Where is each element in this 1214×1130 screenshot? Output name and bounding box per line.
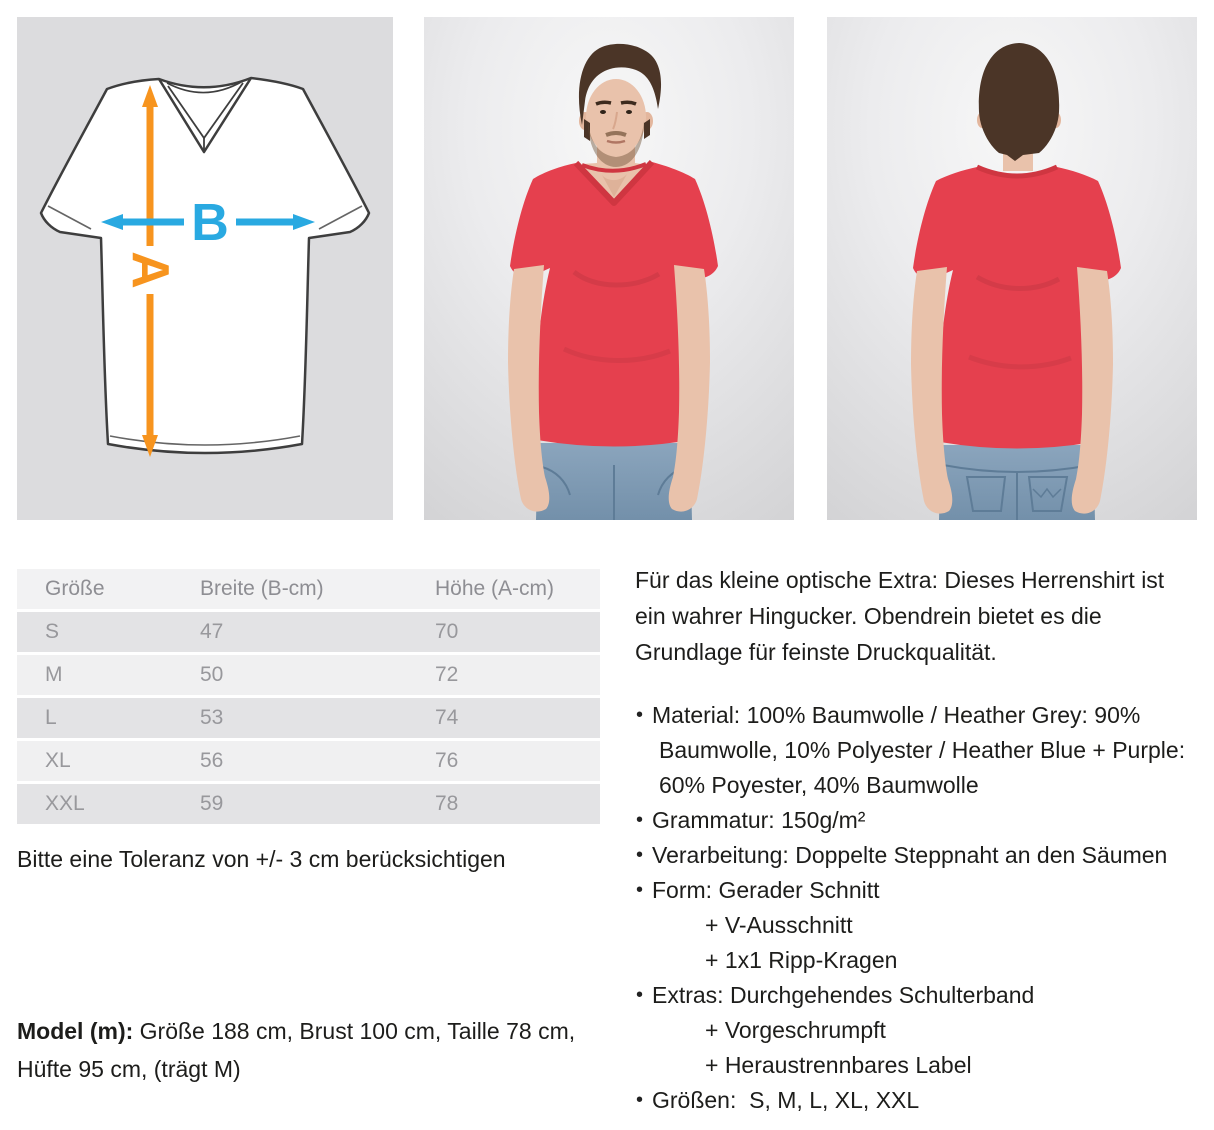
mustache [606,133,626,135]
bullet-extras: • Extras: Durchgehendes Schulterband [635,978,1213,1013]
bullet-grammatur: • Grammatur: 150g/m² [635,803,1213,838]
right-eye [626,110,632,114]
table-row [17,655,600,695]
model-info-line1 [17,1012,575,1050]
product-photo-back [827,17,1197,520]
model-info [17,1012,575,1088]
intro-line: ein wahrer Hingucker. Obendrein bietet es die [635,603,1102,629]
bullet-form-sub: + 1x1 Ripp-Kragen [705,947,898,973]
size-cell: XXL [45,792,85,815]
product-photo-front [424,17,794,520]
table-row [17,698,600,738]
left-eye [600,110,606,114]
size-table [17,566,600,827]
bullet-form: • Form: Gerader Schnitt [635,873,1213,908]
bullet-verarbeitung: • Verarbeitung: Doppelte Steppnaht an den Säumen [635,838,1213,873]
bullet-icon: • [636,984,644,1006]
hoehe-cell: 78 [435,792,459,815]
bullet-icon: • [636,844,644,866]
size-cell: L [45,706,57,729]
breite-cell: 53 [200,706,224,729]
bullet-extras-sub: + Vorgeschrumpft [705,1017,886,1043]
col-header-groesse: Größe [45,577,105,600]
breite-cell: 59 [200,792,224,815]
model-info-line2: Hüfte 95 cm, (trägt M) [17,1056,241,1082]
col-header-hoehe: Höhe (A-cm) [435,577,555,600]
hoehe-cell: 74 [435,706,459,729]
bullet-icon: • [636,704,644,726]
hoehe-cell: 72 [435,663,459,686]
model-label: Model (m): [17,1018,134,1044]
bullet-material: • Material: 100% Baumwolle / Heather Grey: 90% [635,698,1213,733]
hoehe-cell: 76 [435,749,459,772]
product-description [635,562,1213,1118]
left-eyebrow [596,102,611,104]
size-cell: M [45,663,63,686]
hair-back [979,43,1059,161]
table-header-row [17,569,600,609]
bullet-icon: • [636,1089,644,1111]
model-front-illustration [424,17,794,520]
breite-cell: 47 [200,620,224,643]
label-B: B [191,194,229,252]
bullet-groessen: • Größen: S, M, L, XL, XXL [635,1083,1213,1118]
description-intro [635,562,1213,670]
bullet-extras-sub: + Heraustrennbares Label [705,1052,972,1078]
table-row [17,612,600,652]
bullet-material-wrap: Baumwolle, 10% Polyester / Heather Blue + Purple: [659,737,1186,763]
right-eyebrow [621,102,636,104]
label-A: A [121,251,179,289]
model-measurements: Größe 188 cm, Brust 100 cm, Taille 78 cm, [133,1018,576,1044]
bullet-icon: • [636,879,644,901]
tolerance-note: Bitte eine Toleranz von +/- 3 cm berücksichtigen [17,846,506,872]
bullet-icon: • [636,809,644,831]
hoehe-cell: 70 [435,620,459,643]
table-row [17,784,600,824]
size-cell: XL [45,749,71,772]
intro-line: Grundlage für feinste Druckqualität. [635,639,997,665]
size-cell: S [45,620,60,643]
tshirt-measure-diagram [17,17,393,520]
intro-line: Für das kleine optische Extra: Dieses Herrenshirt ist [635,567,1165,593]
table-row [17,741,600,781]
col-header-breite: Breite (B-cm) [200,577,324,600]
size-diagram-panel [17,17,393,520]
model-back-illustration [827,17,1197,520]
feature-list [635,698,1213,1118]
breite-cell: 50 [200,663,224,686]
breite-cell: 56 [200,749,224,772]
bullet-form-sub: + V-Ausschnitt [705,912,853,938]
bullet-material-wrap: 60% Poyester, 40% Baumwolle [659,772,979,798]
